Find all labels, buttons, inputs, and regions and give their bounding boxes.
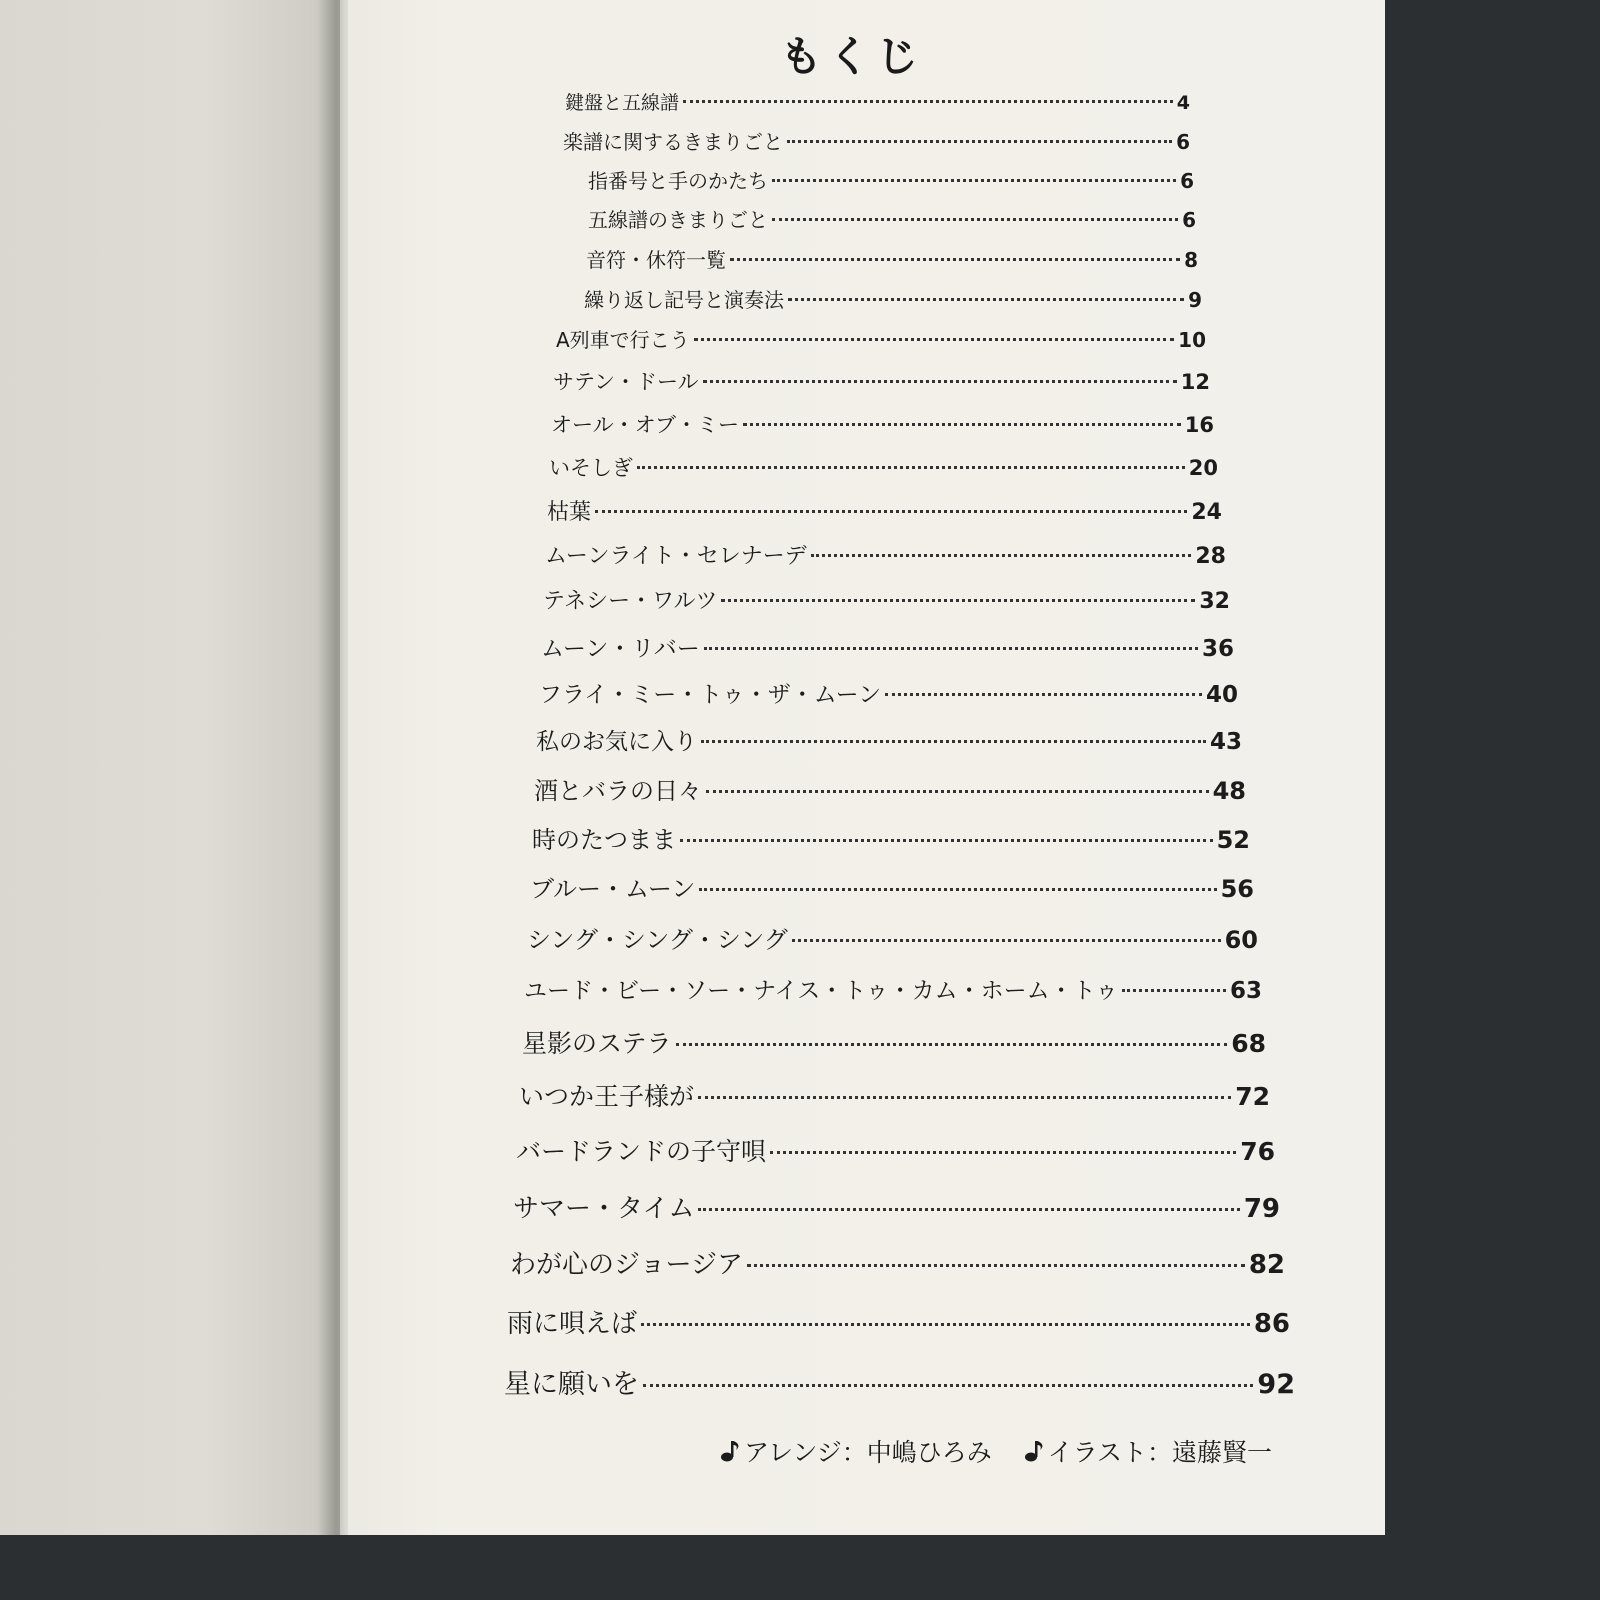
toc-entry-title: サマー・タイム xyxy=(513,1194,695,1224)
dot-leader xyxy=(683,100,1173,103)
toc-entry-title: ムーン・リバー xyxy=(541,636,700,662)
toc-entry xyxy=(549,452,1218,482)
toc-entry xyxy=(588,204,1196,233)
credit-arrange xyxy=(718,1433,992,1469)
music-note-icon xyxy=(1022,1438,1046,1464)
toc-entry xyxy=(545,539,1226,570)
toc-entry-title: テネシー・ワルツ xyxy=(543,589,718,614)
dot-leader xyxy=(721,599,1195,602)
toc-entry-title: いつか王子様が xyxy=(519,1082,695,1111)
dot-leader xyxy=(643,1384,1253,1387)
toc-entry-title: 指番号と手のかたち xyxy=(588,169,768,193)
toc-entry-title: 星に願いを xyxy=(504,1369,639,1400)
dot-leader xyxy=(743,423,1181,426)
credits xyxy=(718,1433,1272,1469)
dot-leader xyxy=(699,888,1216,891)
toc-entry-title: 私のお気に入り xyxy=(536,729,697,755)
toc-entry-page: 68 xyxy=(1231,1029,1266,1058)
toc-entry-page: 6 xyxy=(1176,130,1190,154)
dot-leader xyxy=(792,939,1221,942)
toc-entry-title: オール・オブ・ミー xyxy=(551,413,739,437)
toc-entry-title: 楽譜に関するきまりごと xyxy=(563,130,783,154)
toc-entry-title: 音符・休符一覧 xyxy=(586,248,726,272)
toc-entry xyxy=(504,1362,1295,1401)
toc-entry xyxy=(534,771,1246,806)
dot-leader xyxy=(1122,989,1226,992)
toc-entry xyxy=(522,1024,1266,1060)
dot-leader xyxy=(680,839,1213,842)
dot-leader xyxy=(772,179,1176,182)
toc-entry xyxy=(556,324,1206,353)
toc-entry-title: 五線譜のきまりごと xyxy=(588,208,768,232)
toc-entry xyxy=(510,1244,1285,1281)
toc-entry-page: 63 xyxy=(1229,978,1262,1004)
dot-leader xyxy=(704,647,1198,650)
toc-entry-page: 36 xyxy=(1201,636,1234,662)
toc-entry-title: ユード・ビー・ソー・ナイス・トゥ・カム・ホーム・トゥ xyxy=(524,978,1119,1004)
toc-entry-page: 79 xyxy=(1243,1194,1280,1224)
toc-entry-page: 86 xyxy=(1253,1309,1290,1339)
toc-entry-page: 48 xyxy=(1212,777,1246,805)
dot-leader xyxy=(701,740,1206,743)
toc-entry-title: サテン・ドール xyxy=(553,370,699,394)
table-of-contents xyxy=(340,0,1385,1600)
music-note-icon xyxy=(718,1438,742,1464)
dot-leader xyxy=(730,258,1180,261)
toc-entry-page: 60 xyxy=(1224,926,1258,954)
credit-arrange-text: アレンジ：中嶋ひろみ xyxy=(744,1438,992,1467)
toc-entry xyxy=(565,88,1190,115)
toc-title: もくじ xyxy=(780,32,925,81)
dot-leader xyxy=(637,466,1185,469)
toc-entry xyxy=(516,1132,1275,1168)
toc-entry-title: シング・シング・シング xyxy=(527,926,788,954)
toc-entry-page: 43 xyxy=(1209,729,1242,755)
toc-entry-page: 10 xyxy=(1178,328,1206,352)
toc-entry-page: 92 xyxy=(1257,1369,1295,1400)
toc-entry xyxy=(513,1188,1280,1225)
toc-entry-page: 20 xyxy=(1188,456,1218,480)
toc-entry-title: 酒とバラの日々 xyxy=(534,777,702,805)
toc-entry xyxy=(541,630,1234,663)
toc-entry-title: 星影のステラ xyxy=(522,1029,672,1058)
background-bottom xyxy=(0,1535,1400,1600)
dot-leader xyxy=(706,790,1209,793)
dot-leader xyxy=(747,1264,1245,1267)
toc-entry-page: 6 xyxy=(1180,169,1194,193)
toc-entry-title: バードランドの子守唄 xyxy=(516,1137,767,1166)
toc-entry xyxy=(507,1303,1290,1340)
toc-entry-page: 56 xyxy=(1220,875,1254,903)
toc-entry-title: 鍵盤と五線譜 xyxy=(565,92,680,114)
toc-entry-title: 繰り返し記号と演奏法 xyxy=(584,288,784,312)
dot-leader xyxy=(787,140,1172,143)
dot-leader xyxy=(698,1096,1231,1099)
toc-entry-page: 12 xyxy=(1180,370,1210,394)
dot-leader xyxy=(885,693,1202,696)
toc-entry xyxy=(536,723,1242,756)
toc-entry-title: フライ・ミー・トゥ・ザ・ムーン xyxy=(539,682,882,708)
toc-entry xyxy=(530,869,1254,904)
dot-leader xyxy=(676,1043,1228,1046)
toc-entry-page: 9 xyxy=(1188,288,1202,312)
toc-entry-page: 6 xyxy=(1182,208,1196,232)
dot-leader xyxy=(694,338,1174,341)
toc-entry xyxy=(586,244,1198,273)
toc-entry-title: 時のたつまま xyxy=(532,826,676,854)
toc-entry-page: 76 xyxy=(1240,1137,1275,1166)
toc-entry xyxy=(524,972,1262,1005)
toc-entry-title: いそしぎ xyxy=(549,456,633,480)
toc-entry-page: 52 xyxy=(1216,826,1250,854)
dot-leader xyxy=(811,554,1192,557)
toc-entry-page: 16 xyxy=(1184,413,1214,437)
toc-entry-title: ブルー・ムーン xyxy=(530,875,696,903)
toc-entry xyxy=(551,409,1214,439)
dot-leader xyxy=(641,1323,1250,1326)
dot-leader xyxy=(788,298,1184,301)
toc-entry-title: わが心のジョージア xyxy=(510,1250,743,1280)
toc-entry-title: 雨に唄えば xyxy=(507,1309,638,1339)
dot-leader xyxy=(703,380,1177,383)
left-page xyxy=(0,0,340,1600)
toc-entry-page: 82 xyxy=(1248,1250,1285,1280)
toc-entry-title: A列車で行こう xyxy=(556,328,690,352)
toc-entry-page: 4 xyxy=(1176,92,1190,114)
toc-entry xyxy=(519,1077,1270,1113)
credit-illustration xyxy=(1022,1433,1272,1469)
toc-entry xyxy=(588,165,1194,194)
dot-leader xyxy=(698,1208,1239,1211)
dot-leader xyxy=(770,1151,1236,1154)
dot-leader xyxy=(772,218,1178,221)
toc-entry-page: 8 xyxy=(1184,248,1198,272)
toc-entry-page: 24 xyxy=(1191,500,1222,525)
toc-entry xyxy=(553,366,1210,396)
toc-entry xyxy=(532,820,1250,855)
toc-entry xyxy=(563,126,1190,155)
toc-entry-page: 32 xyxy=(1199,589,1230,614)
toc-entry-title: 枯葉 xyxy=(547,500,592,525)
toc-entry xyxy=(539,676,1238,709)
toc-entry-title: ムーンライト・セレナーデ xyxy=(545,544,807,569)
toc-entry-page: 72 xyxy=(1235,1082,1270,1111)
toc-entry-page: 28 xyxy=(1195,544,1226,569)
toc-entry xyxy=(543,584,1230,615)
credit-illustration-text: イラスト：遠藤賢一 xyxy=(1047,1438,1273,1467)
toc-entry xyxy=(527,920,1258,955)
toc-entry-page: 40 xyxy=(1205,682,1238,708)
toc-entry xyxy=(547,495,1222,526)
toc-entry xyxy=(584,284,1202,313)
dot-leader xyxy=(595,510,1187,513)
